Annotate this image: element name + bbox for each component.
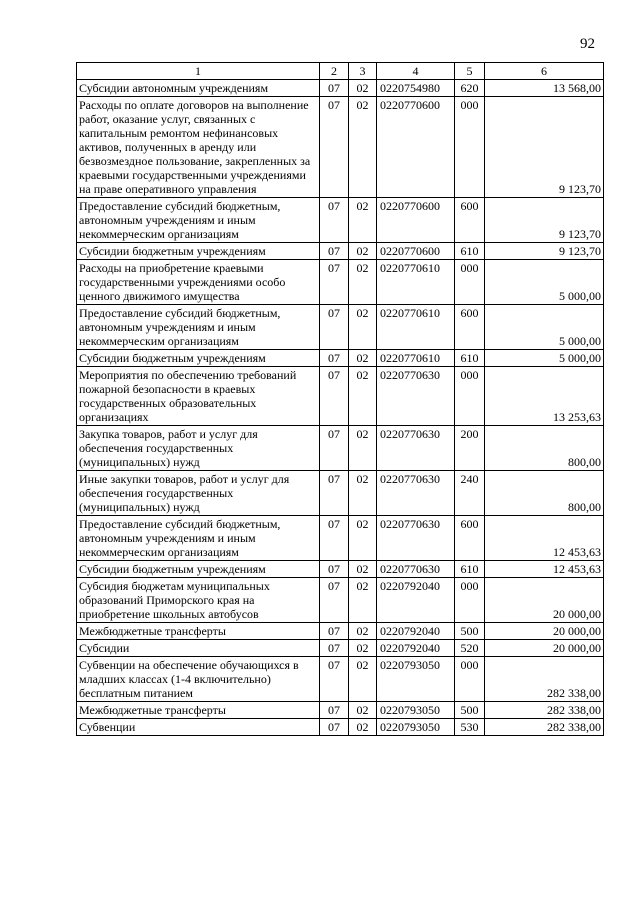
row-expense-type: 600: [455, 305, 485, 350]
row-target-article: 0220770630: [377, 426, 455, 471]
header-cell: 5: [455, 63, 485, 80]
row-expense-type: 000: [455, 260, 485, 305]
row-section-code: 07: [320, 243, 349, 260]
row-expense-type: 000: [455, 657, 485, 702]
page-number: 92: [580, 36, 595, 52]
row-expense-type: 240: [455, 471, 485, 516]
row-description: Субвенции: [77, 719, 320, 736]
row-subsection-code: 02: [349, 80, 377, 97]
table-row: [77, 640, 604, 657]
row-amount: 9 123,70: [485, 97, 604, 198]
table-row: [77, 367, 604, 426]
row-target-article: 0220770610: [377, 260, 455, 305]
row-description: Закупка товаров, работ и услуг для обеспечения государственных (муниципальных) нужд: [77, 426, 320, 471]
row-description: Межбюджетные трансферты: [77, 623, 320, 640]
row-amount: 9 123,70: [485, 243, 604, 260]
table-body: [77, 63, 604, 736]
table-row: [77, 471, 604, 516]
row-section-code: 07: [320, 561, 349, 578]
row-amount: 13 253,63: [485, 367, 604, 426]
row-amount: 9 123,70: [485, 198, 604, 243]
row-target-article: 0220792040: [377, 578, 455, 623]
table-row: [77, 623, 604, 640]
row-section-code: 07: [320, 305, 349, 350]
row-section-code: 07: [320, 623, 349, 640]
row-description: Расходы по оплате договоров на выполнение работ, оказание услуг, связанных с капитальным ремонтом нефинансовых активов, полученных в аренду или безвозмездное пользование, закрепленных за краевыми государственными учреждениями на праве оперативного управления: [77, 97, 320, 198]
row-subsection-code: 02: [349, 243, 377, 260]
row-description: Субсидии бюджетным учреждениям: [77, 243, 320, 260]
row-description: Субсидии бюджетным учреждениям: [77, 561, 320, 578]
row-section-code: 07: [320, 471, 349, 516]
row-expense-type: 000: [455, 97, 485, 198]
row-section-code: 07: [320, 80, 349, 97]
row-target-article: 0220793050: [377, 719, 455, 736]
row-amount: 12 453,63: [485, 516, 604, 561]
row-description: Субсидии автономным учреждениям: [77, 80, 320, 97]
row-expense-type: 000: [455, 578, 485, 623]
row-section-code: 07: [320, 367, 349, 426]
row-description: Предоставление субсидий бюджетным, автономным учреждениям и иным некоммерческим организациям: [77, 305, 320, 350]
row-target-article: 0220754980: [377, 80, 455, 97]
row-description: Субсидия бюджетам муниципальных образований Приморского края на приобретение школьных автобусов: [77, 578, 320, 623]
row-subsection-code: 02: [349, 350, 377, 367]
row-amount: 12 453,63: [485, 561, 604, 578]
row-target-article: 0220770630: [377, 516, 455, 561]
table-row: [77, 426, 604, 471]
row-description: Предоставление субсидий бюджетным, автономным учреждениям и иным некоммерческим организациям: [77, 516, 320, 561]
row-subsection-code: 02: [349, 305, 377, 350]
row-subsection-code: 02: [349, 719, 377, 736]
row-section-code: 07: [320, 719, 349, 736]
row-expense-type: 500: [455, 702, 485, 719]
table-row: [77, 719, 604, 736]
row-section-code: 07: [320, 657, 349, 702]
row-target-article: 0220793050: [377, 702, 455, 719]
row-amount: 5 000,00: [485, 260, 604, 305]
row-section-code: 07: [320, 97, 349, 198]
budget-table: [76, 62, 604, 736]
row-description: Расходы на приобретение краевыми государственными учреждениями особо ценного движимого имущества: [77, 260, 320, 305]
row-expense-type: 610: [455, 350, 485, 367]
row-expense-type: 200: [455, 426, 485, 471]
row-subsection-code: 02: [349, 578, 377, 623]
header-cell: 2: [320, 63, 349, 80]
row-section-code: 07: [320, 260, 349, 305]
row-target-article: 0220793050: [377, 657, 455, 702]
row-amount: 20 000,00: [485, 623, 604, 640]
table-row: [77, 198, 604, 243]
row-description: Субсидии бюджетным учреждениям: [77, 350, 320, 367]
table-row: [77, 350, 604, 367]
row-subsection-code: 02: [349, 198, 377, 243]
table-row: [77, 516, 604, 561]
row-section-code: 07: [320, 578, 349, 623]
row-amount: 282 338,00: [485, 719, 604, 736]
row-amount: 5 000,00: [485, 350, 604, 367]
row-description: Субвенции на обеспечение обучающихся в младших классах (1-4 включительно) бесплатным питанием: [77, 657, 320, 702]
table-row: [77, 702, 604, 719]
row-target-article: 0220770610: [377, 305, 455, 350]
row-section-code: 07: [320, 350, 349, 367]
row-amount: 282 338,00: [485, 657, 604, 702]
row-target-article: 0220770610: [377, 350, 455, 367]
row-target-article: 0220770600: [377, 97, 455, 198]
table-row: [77, 578, 604, 623]
row-target-article: 0220770630: [377, 561, 455, 578]
table-row: [77, 260, 604, 305]
table-row: [77, 80, 604, 97]
row-section-code: 07: [320, 426, 349, 471]
table-row: [77, 561, 604, 578]
row-expense-type: 600: [455, 198, 485, 243]
row-expense-type: 620: [455, 80, 485, 97]
row-subsection-code: 02: [349, 426, 377, 471]
row-subsection-code: 02: [349, 516, 377, 561]
row-subsection-code: 02: [349, 97, 377, 198]
row-subsection-code: 02: [349, 260, 377, 305]
row-subsection-code: 02: [349, 657, 377, 702]
row-target-article: 0220770630: [377, 367, 455, 426]
row-subsection-code: 02: [349, 640, 377, 657]
row-subsection-code: 02: [349, 561, 377, 578]
row-target-article: 0220792040: [377, 623, 455, 640]
table-row: [77, 657, 604, 702]
row-section-code: 07: [320, 198, 349, 243]
table-row: [77, 97, 604, 198]
row-expense-type: 610: [455, 561, 485, 578]
header-cell: 6: [485, 63, 604, 80]
row-subsection-code: 02: [349, 623, 377, 640]
row-description: Иные закупки товаров, работ и услуг для обеспечения государственных (муниципальных) нужд: [77, 471, 320, 516]
table-row: [77, 305, 604, 350]
row-description: Межбюджетные трансферты: [77, 702, 320, 719]
row-amount: 5 000,00: [485, 305, 604, 350]
row-subsection-code: 02: [349, 702, 377, 719]
row-target-article: 0220792040: [377, 640, 455, 657]
row-amount: 13 568,00: [485, 80, 604, 97]
row-amount: 282 338,00: [485, 702, 604, 719]
row-expense-type: 610: [455, 243, 485, 260]
row-description: Мероприятия по обеспечению требований пожарной безопасности в краевых государственных образовательных организациях: [77, 367, 320, 426]
row-expense-type: 000: [455, 367, 485, 426]
row-target-article: 0220770630: [377, 471, 455, 516]
table-row: [77, 243, 604, 260]
row-expense-type: 600: [455, 516, 485, 561]
row-description: Субсидии: [77, 640, 320, 657]
row-description: Предоставление субсидий бюджетным, автономным учреждениям и иным некоммерческим организациям: [77, 198, 320, 243]
row-expense-type: 530: [455, 719, 485, 736]
header-cell: 1: [77, 63, 320, 80]
row-amount: 20 000,00: [485, 640, 604, 657]
row-subsection-code: 02: [349, 367, 377, 426]
row-section-code: 07: [320, 516, 349, 561]
row-amount: 800,00: [485, 426, 604, 471]
row-subsection-code: 02: [349, 471, 377, 516]
header-cell: 3: [349, 63, 377, 80]
row-target-article: 0220770600: [377, 243, 455, 260]
row-section-code: 07: [320, 702, 349, 719]
row-expense-type: 520: [455, 640, 485, 657]
row-amount: 800,00: [485, 471, 604, 516]
row-section-code: 07: [320, 640, 349, 657]
row-target-article: 0220770600: [377, 198, 455, 243]
header-row: [77, 63, 604, 80]
header-cell: 4: [377, 63, 455, 80]
row-amount: 20 000,00: [485, 578, 604, 623]
row-expense-type: 500: [455, 623, 485, 640]
